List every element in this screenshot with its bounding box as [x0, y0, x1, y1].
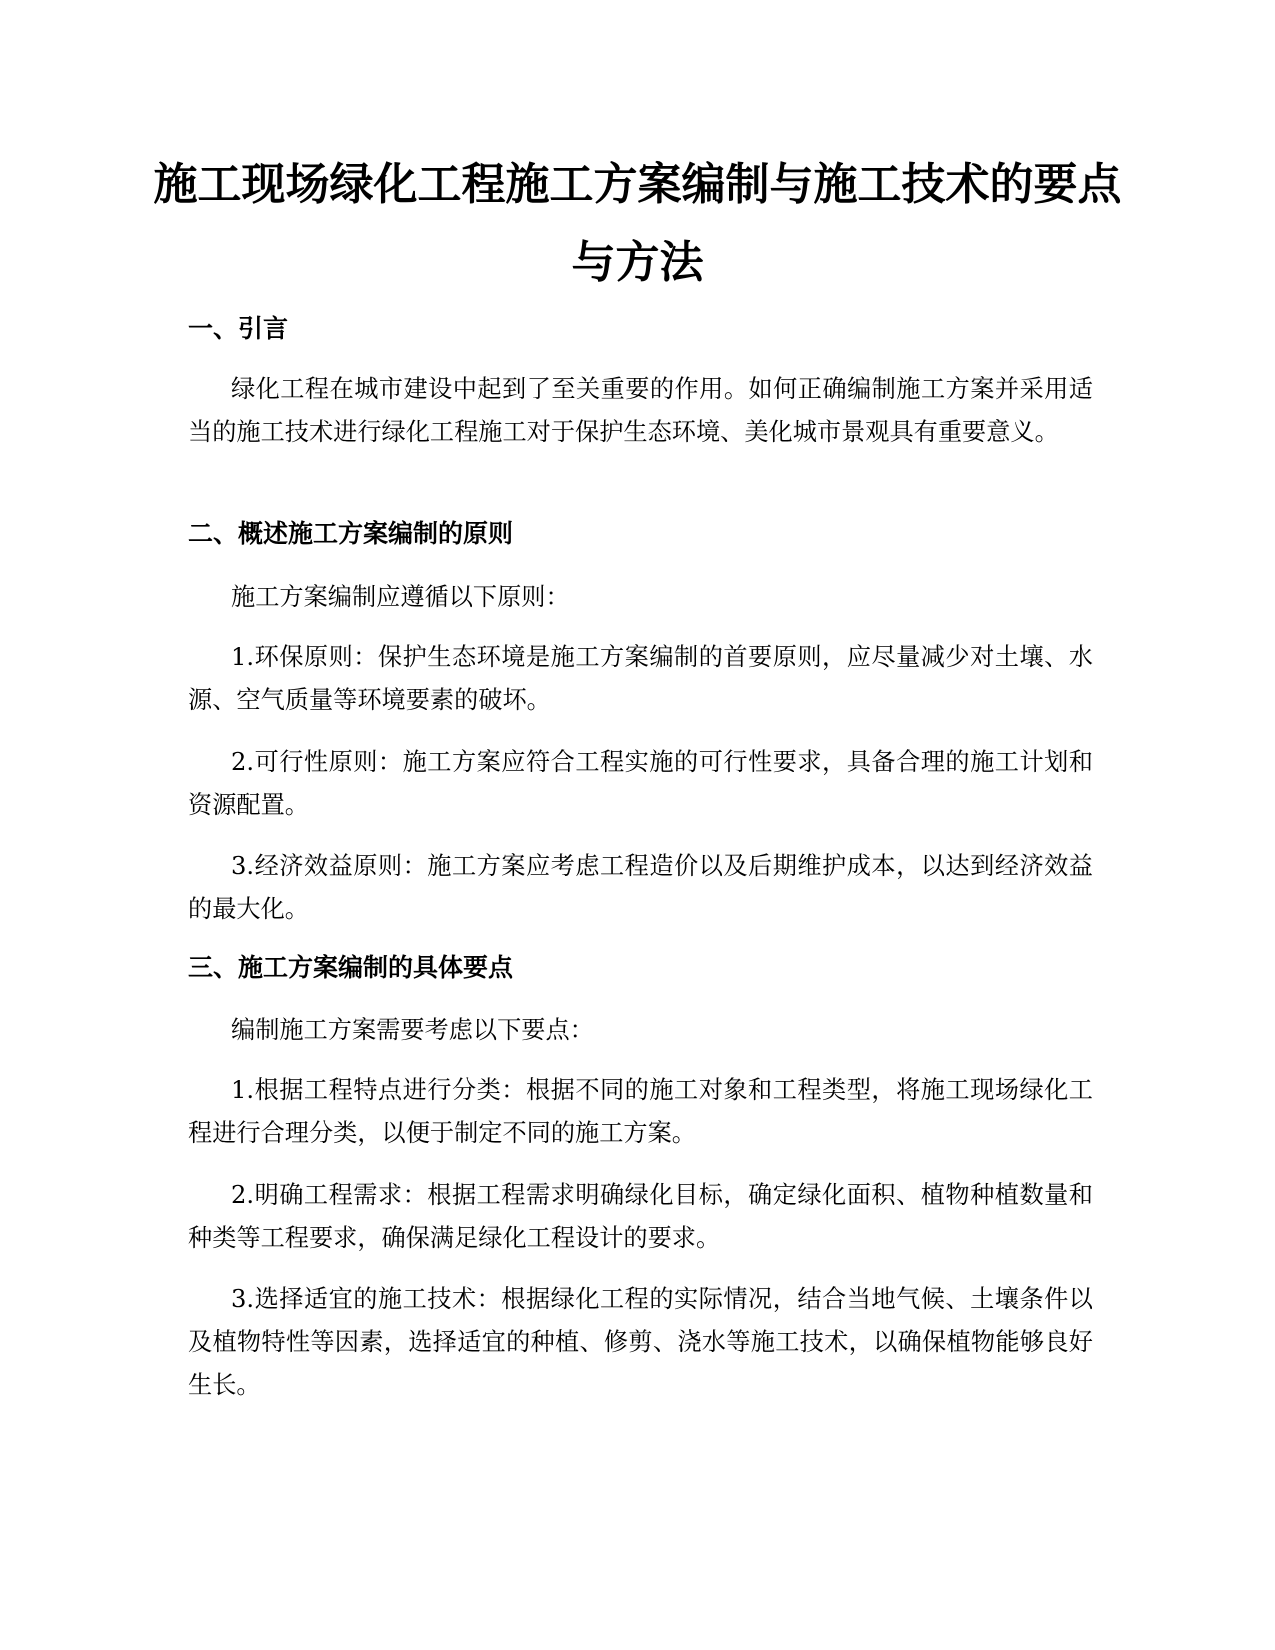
paragraph: 绿化工程在城市建设中起到了至关重要的作用。如何正确编制施工方案并采用适当的施工技术进行绿化工程施工对于保护生态环境、美化城市景观具有重要意义。 [188, 375, 1093, 446]
list-item: 1.根据工程特点进行分类：根据不同的施工对象和工程类型，将施工现场绿化工程进行合理分类，以便于制定不同的施工方案。 [188, 1076, 1093, 1147]
paragraph: 编制施工方案需要考虑以下要点： [231, 1016, 594, 1044]
list-item: 3.经济效益原则：施工方案应考虑工程造价以及后期维护成本，以达到经济效益的最大化。 [188, 852, 1093, 923]
section-heading-key-points: 三、施工方案编制的具体要点 [188, 953, 514, 982]
list-item: 3.选择适宜的施工技术：根据绿化工程的实际情况，结合当地气候、土壤条件以及植物特性等因素，选择适宜的种植、修剪、浇水等施工技术，以确保植物能够良好生长。 [188, 1285, 1093, 1399]
list-item: 1.环保原则：保护生态环境是施工方案编制的首要原则，应尽量减少对土壤、水源、空气质量等环境要素的破坏。 [188, 643, 1093, 714]
list-item: 2.明确工程需求：根据工程需求明确绿化目标，确定绿化面积、植物种植数量和种类等工程要求，确保满足绿化工程设计的要求。 [188, 1181, 1093, 1252]
section-heading-introduction: 一、引言 [188, 314, 289, 343]
section-heading-principles: 二、概述施工方案编制的原则 [188, 519, 514, 548]
list-item: 2.可行性原则：施工方案应符合工程实施的可行性要求，具备合理的施工计划和资源配置。 [188, 748, 1093, 819]
document-title: 施工现场绿化工程施工方案编制与施工技术的要点与方法 [153, 159, 1122, 288]
paragraph: 施工方案编制应遵循以下原则： [231, 583, 570, 611]
